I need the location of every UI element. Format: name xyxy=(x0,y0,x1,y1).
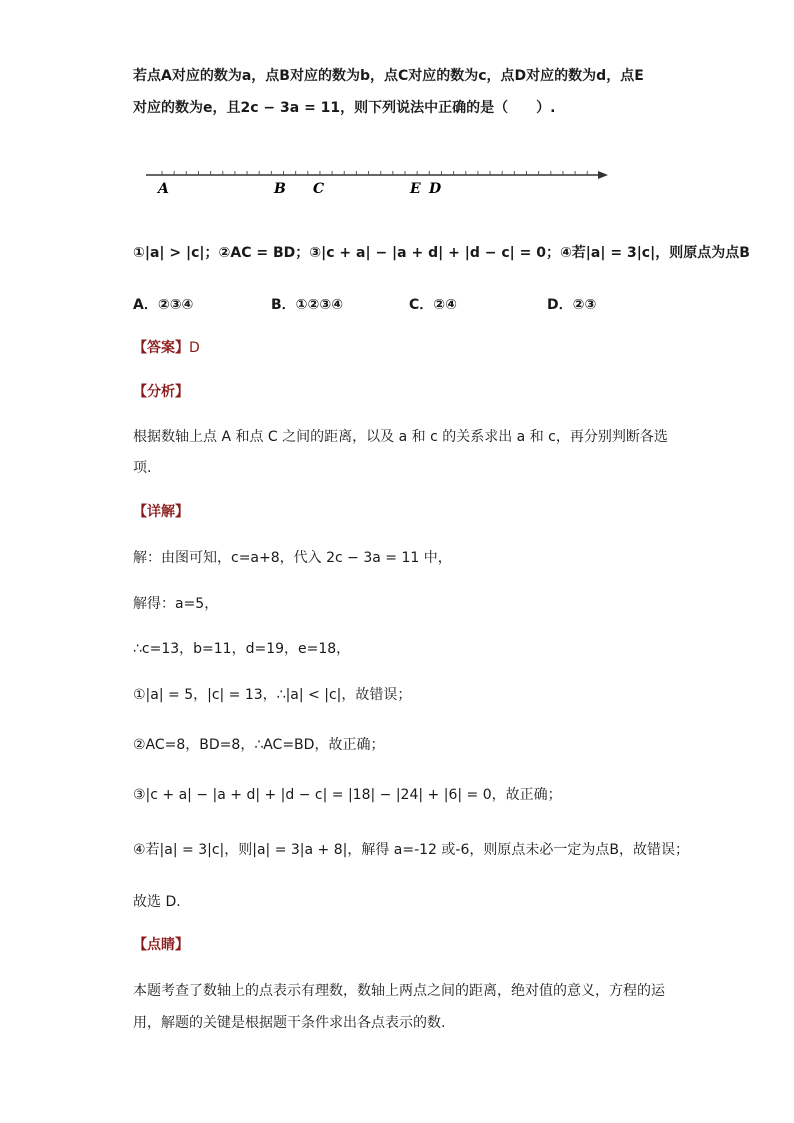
detail-line-6: ③|c + a| − |a + d| + |d − c| = |18| − |24| + |6| = 0，故正确； xyxy=(133,787,562,803)
analysis-tag: 【分析】 xyxy=(133,384,189,400)
detail-line-4: ①|a| = 5，|c| = 13，∴|a| < |c|，故错误； xyxy=(133,687,412,703)
answer-value: D xyxy=(189,340,200,356)
option-d: D．②③ xyxy=(547,297,597,313)
analysis-line-1: 根据数轴上点 A 和点 C 之间的距离，以及 a 和 c 的关系求出 a 和 c，再分别判断各选 xyxy=(133,429,668,445)
option-c: C．②④ xyxy=(409,297,457,313)
answer-line xyxy=(133,338,200,358)
point-label-e: E xyxy=(410,181,421,197)
point-label-d: D xyxy=(429,181,442,197)
answer-tag: 【答案】 xyxy=(133,340,189,356)
comment-tag: 【点睛】 xyxy=(133,937,189,953)
point-label-a: A xyxy=(158,181,169,197)
comment-line-1: 本题考查了数轴上的点表示有理数，数轴上两点之间的距离，绝对值的意义，方程的运 xyxy=(133,983,665,999)
question-line-1: 若点A对应的数为a，点B对应的数为b，点C对应的数为c，点D对应的数为d，点E xyxy=(133,68,644,84)
detail-tag: 【详解】 xyxy=(133,504,189,520)
analysis-line-2: 项. xyxy=(133,460,152,476)
option-b: B．①②③④ xyxy=(271,297,344,313)
detail-line-3: ∴c=13，b=11，d=19，e=18， xyxy=(133,641,351,657)
comment-line-2: 用，解题的关键是根据题干条件求出各点表示的数. xyxy=(133,1015,446,1031)
detail-line-2: 解得：a=5， xyxy=(133,596,219,612)
number-line-arrow-icon xyxy=(598,171,608,179)
detail-line-7: ④若|a| = 3|c|，则|a| = 3|a + 8|，解得 a=-12 或-6，则原点未必一定为点B，故错误； xyxy=(133,842,689,858)
point-label-c: C xyxy=(313,181,325,197)
statements-line: ①|a| > |c|；②AC = BD；③|c + a| − |a + d| + |d − c| = 0；④若|a| = 3|c|，则原点为点B xyxy=(133,245,750,261)
point-label-b: B xyxy=(274,181,286,197)
number-line-figure xyxy=(140,160,620,204)
detail-line-8: 故选 D. xyxy=(133,894,181,910)
option-a: A．②③④ xyxy=(133,297,194,313)
detail-line-1: 解：由图可知，c=a+8，代入 2c − 3a = 11 中， xyxy=(133,550,452,566)
question-line-2: 对应的数为e，且2c − 3a = 11，则下列说法中正确的是（ ）. xyxy=(133,100,556,116)
detail-line-5: ②AC=8，BD=8，∴AC=BD，故正确； xyxy=(133,737,385,753)
